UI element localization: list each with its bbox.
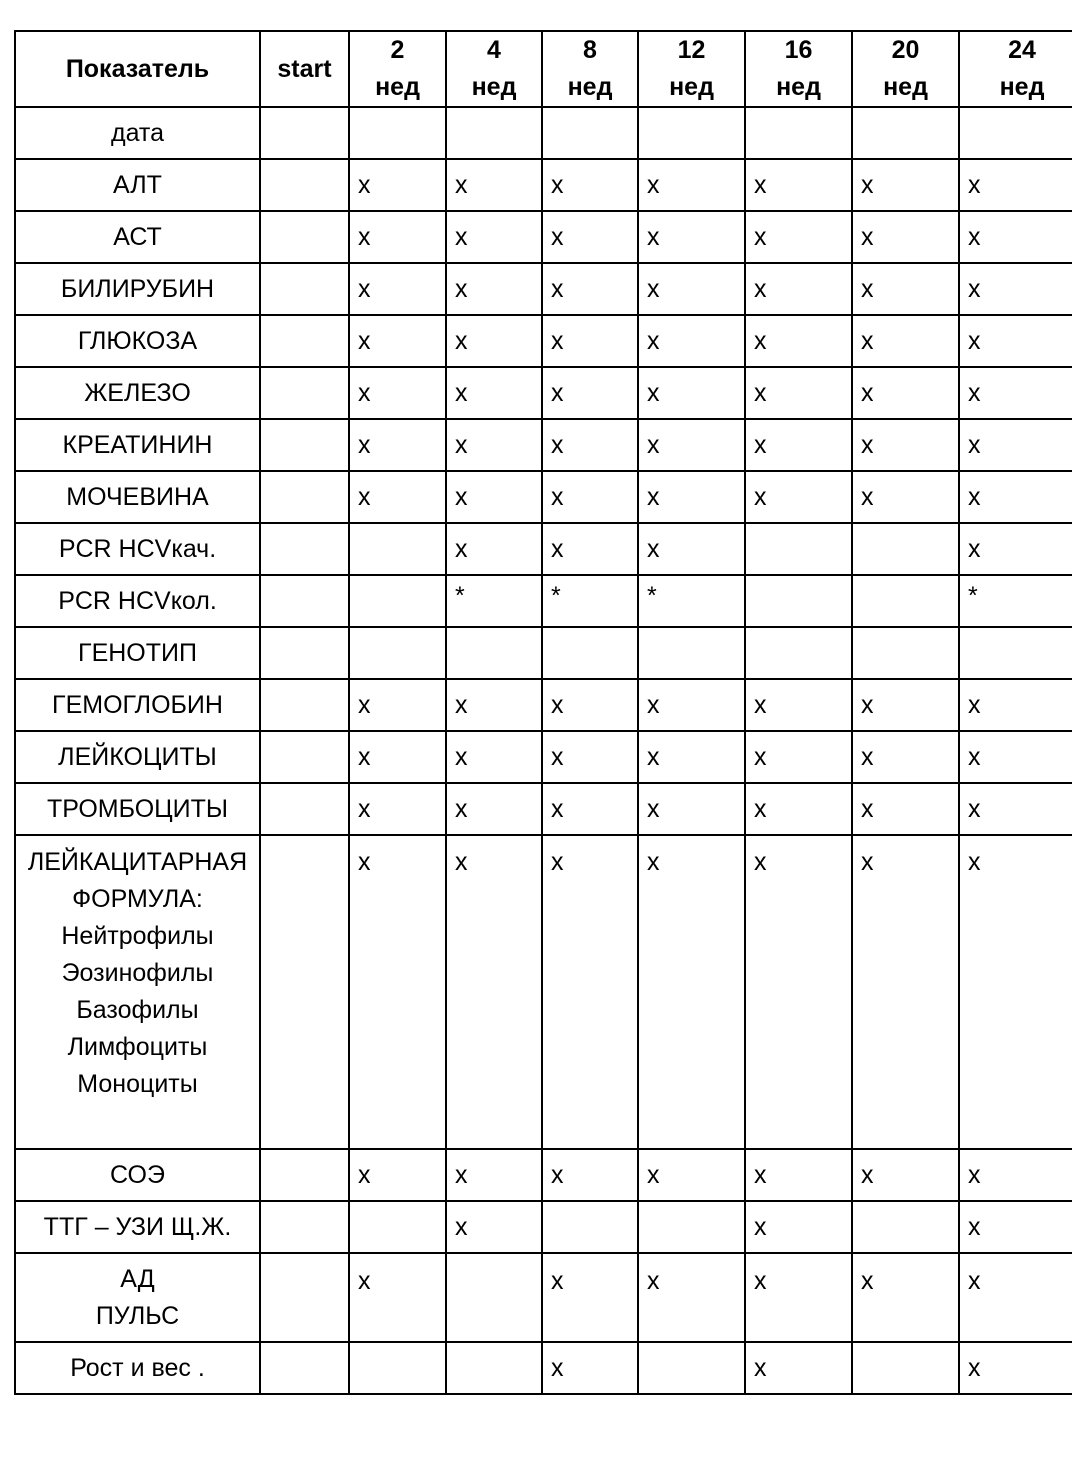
schedule-cell: x xyxy=(349,471,446,523)
table-row xyxy=(15,1201,1072,1253)
schedule-cell: x xyxy=(542,263,638,315)
schedule-cell xyxy=(260,1342,349,1394)
schedule-cell xyxy=(745,523,852,575)
schedule-cell: * xyxy=(959,575,1072,627)
indicator-label: ГЕНОТИП xyxy=(15,627,260,679)
schedule-cell xyxy=(638,1201,745,1253)
indicator-label: БИЛИРУБИН xyxy=(15,263,260,315)
table-row xyxy=(15,783,1072,835)
schedule-cell: x xyxy=(852,471,959,523)
schedule-cell: x xyxy=(852,783,959,835)
schedule-cell: x xyxy=(542,471,638,523)
schedule-cell xyxy=(446,627,542,679)
schedule-cell xyxy=(349,1342,446,1394)
schedule-cell xyxy=(260,471,349,523)
schedule-cell xyxy=(260,263,349,315)
schedule-cell: x xyxy=(959,419,1072,471)
schedule-cell: x xyxy=(745,1149,852,1201)
schedule-cell xyxy=(349,1201,446,1253)
table-row xyxy=(15,679,1072,731)
schedule-cell xyxy=(260,1149,349,1201)
schedule-cell: x xyxy=(446,679,542,731)
table-row xyxy=(15,731,1072,783)
table-row xyxy=(15,523,1072,575)
schedule-cell: x xyxy=(745,159,852,211)
schedule-cell: x xyxy=(959,1253,1072,1342)
schedule-cell: x xyxy=(852,263,959,315)
schedule-cell: x xyxy=(446,471,542,523)
column-header-week-2: 2 нед xyxy=(349,31,446,107)
table-body xyxy=(15,107,1072,1394)
schedule-cell: x xyxy=(852,1149,959,1201)
schedule-cell: x xyxy=(349,1253,446,1342)
indicator-label: ТТГ – УЗИ Щ.Ж. xyxy=(15,1201,260,1253)
table-row xyxy=(15,1149,1072,1201)
schedule-cell: x xyxy=(852,1253,959,1342)
indicator-label: PCR HCVкол. xyxy=(15,575,260,627)
schedule-cell: x xyxy=(959,1342,1072,1394)
schedule-cell: x xyxy=(349,211,446,263)
schedule-cell xyxy=(446,1253,542,1342)
schedule-cell: x xyxy=(959,263,1072,315)
schedule-cell: x xyxy=(638,1149,745,1201)
table-row xyxy=(15,263,1072,315)
schedule-cell: x xyxy=(446,367,542,419)
schedule-cell: x xyxy=(446,523,542,575)
schedule-cell: * xyxy=(542,575,638,627)
schedule-cell: x xyxy=(638,523,745,575)
schedule-cell: x xyxy=(959,159,1072,211)
indicator-label: ГЕМОГЛОБИН xyxy=(15,679,260,731)
indicator-label: СОЭ xyxy=(15,1149,260,1201)
schedule-cell xyxy=(349,523,446,575)
schedule-cell xyxy=(638,627,745,679)
schedule-cell: x xyxy=(638,471,745,523)
schedule-cell: x xyxy=(959,783,1072,835)
table-row xyxy=(15,835,1072,1149)
schedule-cell: x xyxy=(745,1253,852,1342)
schedule-cell: x xyxy=(542,315,638,367)
schedule-cell xyxy=(260,523,349,575)
schedule-cell: x xyxy=(852,159,959,211)
schedule-cell: x xyxy=(446,263,542,315)
schedule-cell xyxy=(260,107,349,159)
schedule-cell: x xyxy=(446,419,542,471)
indicator-label: ЛЕЙКАЦИТАРНАЯ ФОРМУЛА: Нейтрофилы Эозинофилы Базофилы Лимфоциты Моноциты xyxy=(15,835,260,1149)
schedule-cell: x xyxy=(745,471,852,523)
schedule-cell: x xyxy=(638,1253,745,1342)
table-row xyxy=(15,627,1072,679)
schedule-cell: x xyxy=(638,315,745,367)
column-header-week-24: 24 нед xyxy=(959,31,1072,107)
column-header-week-16: 16 нед xyxy=(745,31,852,107)
schedule-cell: x xyxy=(349,367,446,419)
schedule-cell: x xyxy=(349,315,446,367)
schedule-cell: x xyxy=(852,367,959,419)
column-header-week-12: 12 нед xyxy=(638,31,745,107)
column-header-week-8: 8 нед xyxy=(542,31,638,107)
schedule-cell: x xyxy=(959,367,1072,419)
schedule-cell: x xyxy=(852,835,959,1149)
schedule-cell xyxy=(260,627,349,679)
schedule-cell: x xyxy=(959,1201,1072,1253)
schedule-cell: x xyxy=(745,679,852,731)
schedule-cell: x xyxy=(542,523,638,575)
schedule-cell xyxy=(542,627,638,679)
schedule-cell xyxy=(852,575,959,627)
schedule-cell: x xyxy=(745,263,852,315)
schedule-cell xyxy=(349,575,446,627)
schedule-cell: x xyxy=(542,211,638,263)
schedule-cell: x xyxy=(446,1149,542,1201)
indicator-label: Рост и вес . xyxy=(15,1342,260,1394)
schedule-cell xyxy=(542,107,638,159)
schedule-cell: x xyxy=(638,159,745,211)
schedule-cell: x xyxy=(446,1201,542,1253)
schedule-cell xyxy=(260,159,349,211)
indicator-label: ГЛЮКОЗА xyxy=(15,315,260,367)
schedule-cell: x xyxy=(349,783,446,835)
schedule-cell: x xyxy=(745,211,852,263)
schedule-cell: x xyxy=(638,367,745,419)
schedule-cell xyxy=(260,1253,349,1342)
schedule-cell: x xyxy=(638,419,745,471)
schedule-cell: x xyxy=(349,1149,446,1201)
schedule-cell: x xyxy=(959,315,1072,367)
indicator-label: ЖЕЛЕЗО xyxy=(15,367,260,419)
schedule-cell: x xyxy=(638,263,745,315)
schedule-cell xyxy=(852,1342,959,1394)
schedule-cell: x xyxy=(638,731,745,783)
indicator-label: дата xyxy=(15,107,260,159)
schedule-cell xyxy=(852,627,959,679)
schedule-cell xyxy=(349,107,446,159)
table-row xyxy=(15,575,1072,627)
schedule-cell xyxy=(260,419,349,471)
schedule-cell: x xyxy=(446,159,542,211)
schedule-cell xyxy=(260,211,349,263)
indicator-label: АД ПУЛЬС xyxy=(15,1253,260,1342)
indicator-label: КРЕАТИНИН xyxy=(15,419,260,471)
schedule-cell: x xyxy=(542,419,638,471)
schedule-cell xyxy=(260,575,349,627)
schedule-cell: x xyxy=(542,1342,638,1394)
schedule-cell xyxy=(446,1342,542,1394)
schedule-cell xyxy=(260,367,349,419)
schedule-cell xyxy=(852,107,959,159)
indicator-label: ЛЕЙКОЦИТЫ xyxy=(15,731,260,783)
schedule-cell: x xyxy=(349,835,446,1149)
schedule-cell xyxy=(745,627,852,679)
column-header-week-4: 4 нед xyxy=(446,31,542,107)
schedule-cell: x xyxy=(745,1342,852,1394)
schedule-cell: x xyxy=(349,731,446,783)
indicator-label: ТРОМБОЦИТЫ xyxy=(15,783,260,835)
table-row xyxy=(15,1253,1072,1342)
schedule-cell: x xyxy=(446,211,542,263)
schedule-cell: x xyxy=(542,679,638,731)
schedule-cell: x xyxy=(959,679,1072,731)
schedule-cell: x xyxy=(745,731,852,783)
schedule-cell: x xyxy=(638,835,745,1149)
column-header-start: start xyxy=(260,31,349,107)
indicator-label: АЛТ xyxy=(15,159,260,211)
schedule-cell xyxy=(260,835,349,1149)
table-row xyxy=(15,367,1072,419)
schedule-cell: x xyxy=(959,731,1072,783)
schedule-cell: x xyxy=(959,471,1072,523)
schedule-cell: x xyxy=(542,1149,638,1201)
table-row xyxy=(15,419,1072,471)
schedule-cell: x xyxy=(349,419,446,471)
schedule-cell: x xyxy=(852,315,959,367)
schedule-cell xyxy=(959,627,1072,679)
schedule-cell xyxy=(260,1201,349,1253)
schedule-cell: * xyxy=(446,575,542,627)
schedule-cell xyxy=(349,627,446,679)
schedule-cell xyxy=(745,107,852,159)
column-header-indicator: Показатель xyxy=(15,31,260,107)
schedule-cell: x xyxy=(852,211,959,263)
schedule-cell xyxy=(852,1201,959,1253)
schedule-cell xyxy=(446,107,542,159)
schedule-cell xyxy=(260,731,349,783)
schedule-cell: x xyxy=(446,835,542,1149)
schedule-cell: x xyxy=(638,679,745,731)
schedule-cell: x xyxy=(446,783,542,835)
schedule-cell: x xyxy=(542,835,638,1149)
schedule-cell: x xyxy=(349,263,446,315)
schedule-cell xyxy=(852,523,959,575)
schedule-cell: x xyxy=(349,679,446,731)
table-row xyxy=(15,107,1072,159)
indicator-label: АСТ xyxy=(15,211,260,263)
schedule-cell: x xyxy=(446,731,542,783)
indicator-label: МОЧЕВИНА xyxy=(15,471,260,523)
schedule-cell xyxy=(260,679,349,731)
schedule-cell: x xyxy=(542,1253,638,1342)
schedule-cell: x xyxy=(349,159,446,211)
schedule-cell: x xyxy=(542,367,638,419)
schedule-cell xyxy=(542,1201,638,1253)
schedule-cell: x xyxy=(959,1149,1072,1201)
column-header-week-20: 20 нед xyxy=(852,31,959,107)
schedule-cell xyxy=(638,107,745,159)
table-row xyxy=(15,471,1072,523)
schedule-cell xyxy=(638,1342,745,1394)
table-row xyxy=(15,1342,1072,1394)
schedule-cell: x xyxy=(446,315,542,367)
schedule-cell: x xyxy=(542,783,638,835)
schedule-cell: x xyxy=(638,211,745,263)
table-row xyxy=(15,159,1072,211)
monitoring-schedule-table xyxy=(14,30,1072,1395)
schedule-cell: x xyxy=(542,159,638,211)
schedule-cell: x xyxy=(745,419,852,471)
schedule-cell: x xyxy=(745,315,852,367)
table-row xyxy=(15,315,1072,367)
schedule-cell: * xyxy=(638,575,745,627)
header-row xyxy=(15,31,1072,107)
schedule-cell: x xyxy=(852,419,959,471)
schedule-cell: x xyxy=(745,367,852,419)
schedule-cell: x xyxy=(852,731,959,783)
schedule-cell: x xyxy=(959,835,1072,1149)
schedule-cell xyxy=(260,315,349,367)
indicator-label: PCR HCVкач. xyxy=(15,523,260,575)
schedule-cell xyxy=(959,107,1072,159)
schedule-cell xyxy=(260,783,349,835)
schedule-cell: x xyxy=(745,783,852,835)
schedule-cell: x xyxy=(638,783,745,835)
table-row xyxy=(15,211,1072,263)
schedule-cell: x xyxy=(852,679,959,731)
schedule-cell: x xyxy=(959,211,1072,263)
schedule-cell: x xyxy=(542,731,638,783)
schedule-cell: x xyxy=(745,835,852,1149)
schedule-cell: x xyxy=(745,1201,852,1253)
schedule-cell: x xyxy=(959,523,1072,575)
schedule-cell xyxy=(745,575,852,627)
